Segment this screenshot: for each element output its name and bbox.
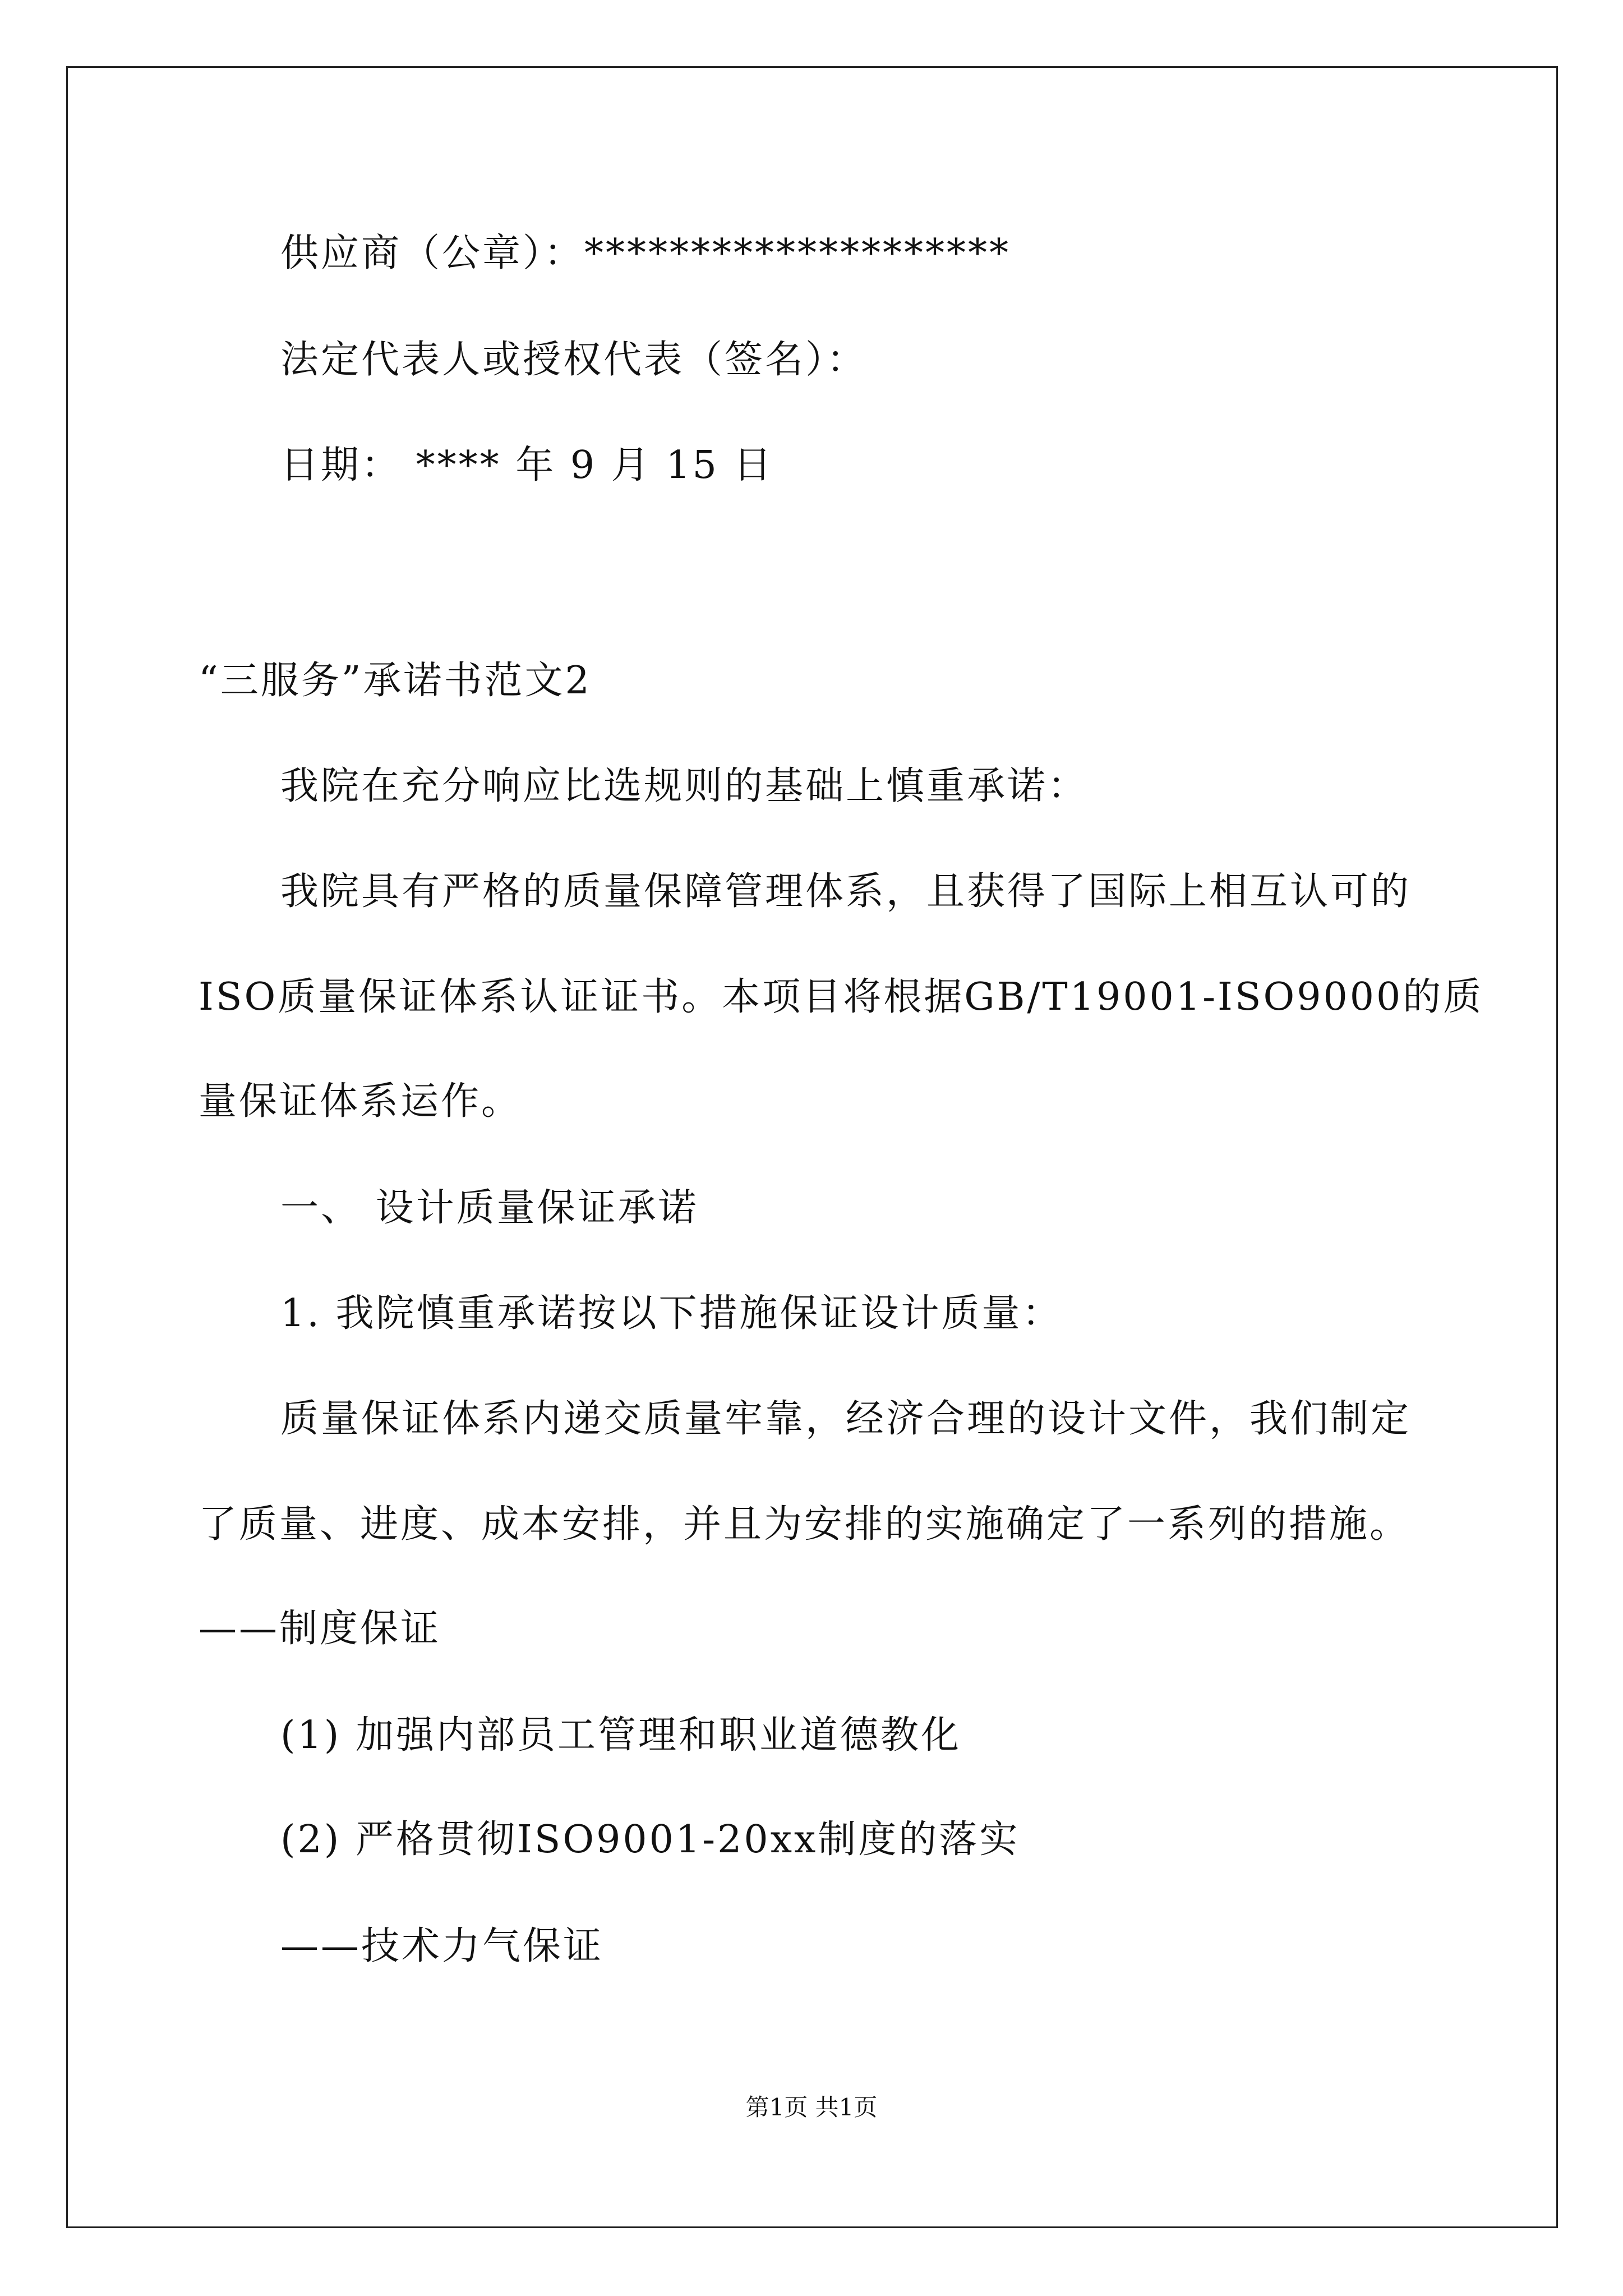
paragraph-quality-line-3: 量保证体系运作。 <box>199 1079 522 1124</box>
technical-guarantee-heading: ——技术力气保证 <box>280 1924 604 1968</box>
list-item-2: (2) 严格贯彻ISO9001-20xx制度的落实 <box>280 1818 1020 1862</box>
page-border <box>66 66 1558 2228</box>
supplier-seal-line: 供应商（公章）：******************** <box>280 231 1011 275</box>
item-1-heading: 1. 我院慎重承诺按以下措施保证设计质量： <box>280 1291 1063 1336</box>
paragraph-measures-line-2: 了质量、进度、成本安排，并且为安排的实施确定了一系列的措施。 <box>199 1502 1410 1547</box>
paragraph-quality-line-1: 我院具有严格的质量保障管理体系，且获得了国际上相互认可的 <box>280 869 1412 914</box>
paragraph-quality-line-2: ISO质量保证体系认证证书。本项目将根据GB/T19001-ISO9000的质 <box>199 975 1484 1019</box>
subheading-design-quality: 一、 设计质量保证承诺 <box>280 1186 699 1230</box>
paragraph-measures-line-1: 质量保证体系内递交质量牢靠，经济合理的设计文件，我们制定 <box>280 1397 1412 1441</box>
date-line: 日期： **** 年 9 月 15 日 <box>280 443 774 487</box>
list-item-1: (1) 加强内部员工管理和职业道德教化 <box>280 1713 961 1757</box>
section-heading: “三服务”承诺书范文2 <box>199 659 592 703</box>
system-guarantee-heading: ——制度保证 <box>199 1607 441 1651</box>
paragraph-intro: 我院在充分响应比选规则的基础上慎重承诺： <box>280 764 1089 808</box>
representative-signature-line: 法定代表人或授权代表（签名）： <box>280 338 868 382</box>
page-footer: 第1页 共1页 <box>745 2093 878 2121</box>
